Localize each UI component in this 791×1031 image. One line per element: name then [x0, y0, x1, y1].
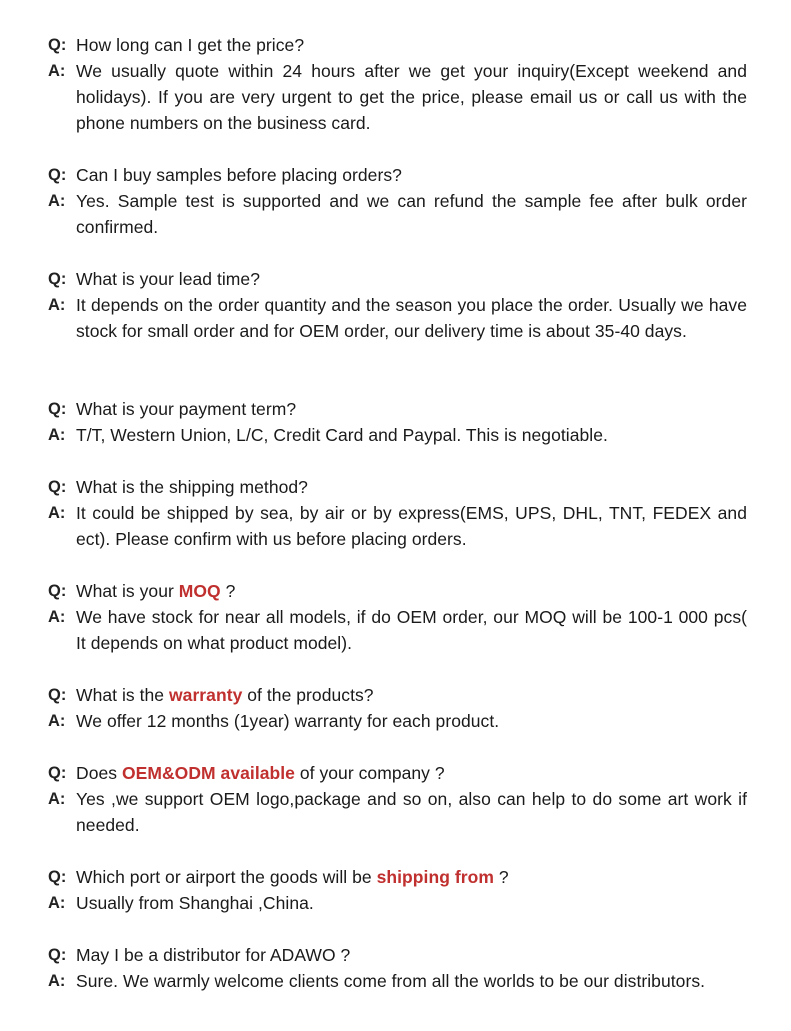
answer-label: A:	[48, 712, 66, 730]
question-label: Q:	[48, 400, 67, 418]
answer-text: We have stock for near all models, if do OEM order, our MOQ will be 100-1 000 pcs( It depends on what product model).	[76, 607, 747, 653]
answer-text: Yes ,we support OEM logo,package and so on, also can help to do some art work if needed.	[76, 789, 747, 835]
answer-text: Yes. Sample test is supported and we can refund the sample fee after bulk order confirmed.	[76, 191, 747, 237]
answer-text: T/T, Western Union, L/C, Credit Card and Paypal. This is negotiable.	[76, 425, 608, 445]
answer-label: A:	[48, 972, 66, 990]
question-label: Q:	[48, 582, 67, 600]
answer-label: A:	[48, 426, 66, 444]
question-label: Q:	[48, 686, 67, 704]
question-text: What is your lead time?	[76, 269, 261, 289]
question-label: Q:	[48, 868, 67, 886]
question-text: Does OEM&ODM available of your company ?	[76, 763, 445, 783]
answer-label: A:	[48, 62, 66, 80]
question-text: Can I buy samples before placing orders?	[76, 165, 402, 185]
question-text: May I be a distributor for ADAWO ?	[76, 945, 351, 965]
highlight-shipping-from: shipping from	[376, 867, 494, 887]
answer-text: Usually from Shanghai ,China.	[76, 893, 314, 913]
highlight-moq: MOQ	[178, 581, 221, 601]
highlight-oem-odm: OEM&ODM available	[121, 763, 295, 783]
answer-text: We usually quote within 24 hours after we get your inquiry(Except weekend and holidays). If you are very urgent to get the price, please email us or call us with the phone numbers on the business card.	[76, 61, 747, 133]
answer-text: It could be shipped by sea, by air or by express(EMS, UPS, DHL, TNT, FEDEX and ect). Please confirm with us before placing orders.	[76, 503, 747, 549]
highlight-warranty: warranty	[169, 685, 243, 705]
question-label: Q:	[48, 764, 67, 782]
answer-label: A:	[48, 608, 66, 626]
answer-label: A:	[48, 790, 66, 808]
answer-text: It depends on the order quantity and the season you place the order. Usually we have stock for small order and for OEM order, our delivery time is about 35-40 days.	[76, 295, 747, 341]
question-text: What is the warranty of the products?	[76, 685, 374, 705]
question-label: Q:	[48, 270, 67, 288]
question-text: How long can I get the price?	[76, 35, 305, 55]
question-text: What is the shipping method?	[76, 477, 308, 497]
question-label: Q:	[48, 946, 67, 964]
answer-text: Sure. We warmly welcome clients come from all the worlds to be our distributors.	[76, 971, 706, 991]
answer-label: A:	[48, 192, 66, 210]
question-label: Q:	[48, 478, 67, 496]
answer-label: A:	[48, 296, 66, 314]
answer-label: A:	[48, 504, 66, 522]
question-text: What is your MOQ ?	[76, 581, 236, 601]
question-text: What is your payment term?	[76, 399, 297, 419]
answer-label: A:	[48, 894, 66, 912]
question-label: Q:	[48, 166, 67, 184]
answer-text: We offer 12 months (1year) warranty for each product.	[76, 711, 500, 731]
question-text: Which port or airport the goods will be shipping from ?	[76, 867, 509, 887]
question-label: Q:	[48, 36, 67, 54]
